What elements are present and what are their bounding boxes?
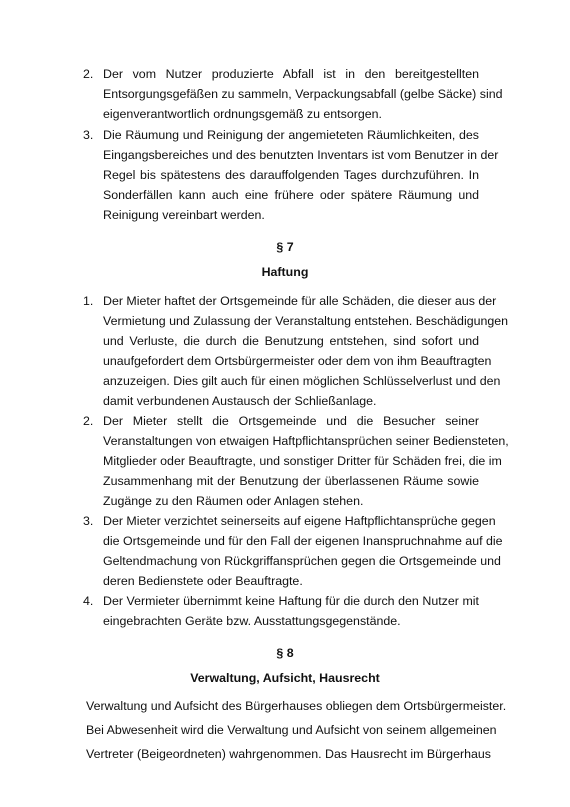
text-line: Der Mieter haftet der Ortsgemeinde für alle Schäden, die dieser aus der xyxy=(103,294,497,308)
text-line: damit verbundenen Austausch der Schließanlage. xyxy=(103,394,377,408)
text-line: Geltendmachung von Rückgriffansprüchen gegen die Ortsgemeinde und xyxy=(103,554,501,568)
list-number: 1. xyxy=(83,294,94,308)
list-number: 3. xyxy=(83,514,94,528)
text-line: deren Bedienstete oder Beauftragte. xyxy=(103,574,303,588)
text-line: eingebrachten Geräte bzw. Ausstattungsgegenstände. xyxy=(103,614,401,628)
text-line: Entsorgungsgefäßen zu sammeln, Verpackungsabfall (gelbe Säcke) sind xyxy=(103,87,503,101)
list-number: 2. xyxy=(83,414,94,428)
text-line: die Ortsgemeinde und für den Fall der eigenen Inanspruchnahme auf die xyxy=(103,534,503,548)
text-line: eigenverantwortlich ordnungsgemäß zu entsorgen. xyxy=(103,107,382,121)
text-line: Sonderfällen kann auch eine frühere oder spätere Räumung und xyxy=(103,188,479,202)
text-line: Eingangsbereiches und des benutzten Inventars ist vom Benutzer in der xyxy=(103,148,499,162)
text-line: Der vom Nutzer produzierte Abfall ist in den bereitgestellten xyxy=(103,67,479,81)
text-line: Zusammenhang mit der Benutzung der überlassenen Räume sowie xyxy=(103,474,479,488)
section-number: § 8 xyxy=(276,646,294,660)
text-line: Regel bis spätestens des darauffolgenden Tages durchzuführen. In xyxy=(103,168,479,182)
text-line: und Verluste, die durch die Benutzung entstehen, sind sofort und xyxy=(103,334,479,348)
text-line: Der Mieter stellt die Ortsgemeinde und die Besucher seiner xyxy=(103,414,479,428)
text-line: Bei Abwesenheit wird die Verwaltung und Aufsicht von seinem allgemeinen xyxy=(86,723,497,737)
text-line: Veranstaltungen von etwaigen Haftpflichtansprüchen seiner Bediensteten, xyxy=(103,434,509,448)
text-line: Vermietung und Zulassung der Veranstaltung entstehen. Beschädigungen xyxy=(103,314,509,328)
text-line: Die Räumung und Reinigung der angemieteten Räumlichkeiten, des xyxy=(103,128,479,142)
text-line: Der Mieter verzichtet seinerseits auf eigene Haftpflichtansprüche gegen xyxy=(103,514,496,528)
text-line: Vertreter (Beigeordneten) wahrgenommen. Das Hausrecht im Bürgerhaus xyxy=(86,747,491,761)
section-title: Haftung xyxy=(261,265,309,279)
list-number: 3. xyxy=(83,128,94,142)
list-number: 2. xyxy=(83,67,94,81)
text-line: Verwaltung und Aufsicht des Bürgerhauses obliegen dem Ortsbürgermeister. xyxy=(86,699,507,713)
section-title: Verwaltung, Aufsicht, Hausrecht xyxy=(190,671,380,685)
text-line: anzuzeigen. Dies gilt auch für einen möglichen Schlüsselverlust und den xyxy=(103,374,501,388)
text-line: unaufgefordert dem Ortsbürgermeister oder dem von ihm Beauftragten xyxy=(103,354,492,368)
text-line: Reinigung vereinbart werden. xyxy=(103,208,265,222)
section-number: § 7 xyxy=(276,240,294,254)
text-line: Mitglieder oder Beauftragte, und sonstiger Dritter für Schäden frei, die im xyxy=(103,454,502,468)
text-line: Zugänge zu den Räumen oder Anlagen stehen. xyxy=(103,494,364,508)
text-line: Der Vermieter übernimmt keine Haftung für die durch den Nutzer mit xyxy=(103,594,479,608)
list-number: 4. xyxy=(83,594,94,608)
